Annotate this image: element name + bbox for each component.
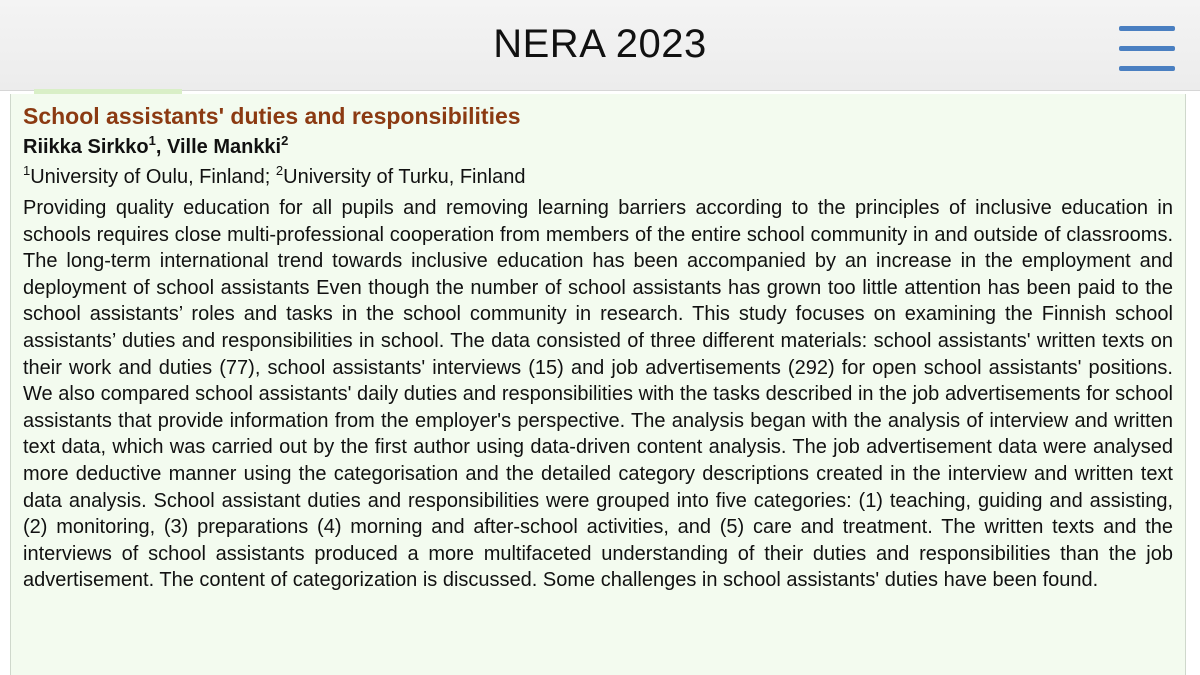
affiliation-list <box>23 164 1173 190</box>
paper-panel <box>10 94 1186 675</box>
affiliation-text: University of Oulu, Finland; <box>30 166 276 188</box>
author-list <box>23 134 1173 160</box>
author-separator: , <box>155 136 167 158</box>
menu-bar-bottom <box>1119 66 1175 71</box>
author-name: Ville Mankki <box>166 136 282 158</box>
menu-bar-middle <box>1119 46 1175 51</box>
abstract-text: Providing quality education for all pupils and removing learning barriers according to the principles of inclusive education in schools requires close multi-professional cooperation from members of the entire school community in and outside of classrooms. The long-term international trend towards inclusive education has been accompanied by an increase in the employment and deployment of school assistants Even though the number of school assistants has grown too little attention has been paid to the school assistants’ roles and tasks in the school community in research. This study focuses on examining the Finnish school assistants’ duties and responsibilities in school. The data consisted of three different materials: school assistants' written texts on their work and duties (77), school assistants' interviews (15) and job advertisements (292) for open school assistants' positions. We also compared school assistants' daily duties and responsibilities with the tasks described in the job advertisements for school assistants that provide information from the employer's perspective. The analysis began with the analysis of interview and written text data, which was carried out by the first author using data-driven content analysis. The job advertisement data were analysed more deductive manner using the categorisation and the detailed category descriptions created in the interview and written text data analysis. School assistant duties and responsibilities were grouped into five categories: (1) teaching, guiding and assisting, (2) monitoring, (3) preparations (4) morning and after-school activities, and (5) care and treatment. The written texts and the interviews of school assistants produced a more multifaceted understanding of their duties and responsibilities than the job advertisement. The content of categorization is discussed. Some challenges in school assistants' duties have been found. <box>23 197 1173 592</box>
paper-title[interactable]: School assistants' duties and responsibilities <box>23 103 521 129</box>
hamburger-menu-icon[interactable] <box>1119 26 1175 74</box>
affiliation-ref: 1 <box>23 163 31 178</box>
menu-bar-top <box>1119 26 1175 31</box>
author-affiliation-ref: 2 <box>281 133 289 148</box>
author-affiliation-ref: 1 <box>148 133 156 148</box>
affiliation-text: University of Turku, Finland <box>283 166 526 188</box>
site-title[interactable]: NERA 2023 <box>493 22 707 66</box>
header-bar <box>0 0 1200 91</box>
author-name: Riikka Sirkko <box>23 136 149 158</box>
affiliation-ref: 2 <box>275 163 284 178</box>
